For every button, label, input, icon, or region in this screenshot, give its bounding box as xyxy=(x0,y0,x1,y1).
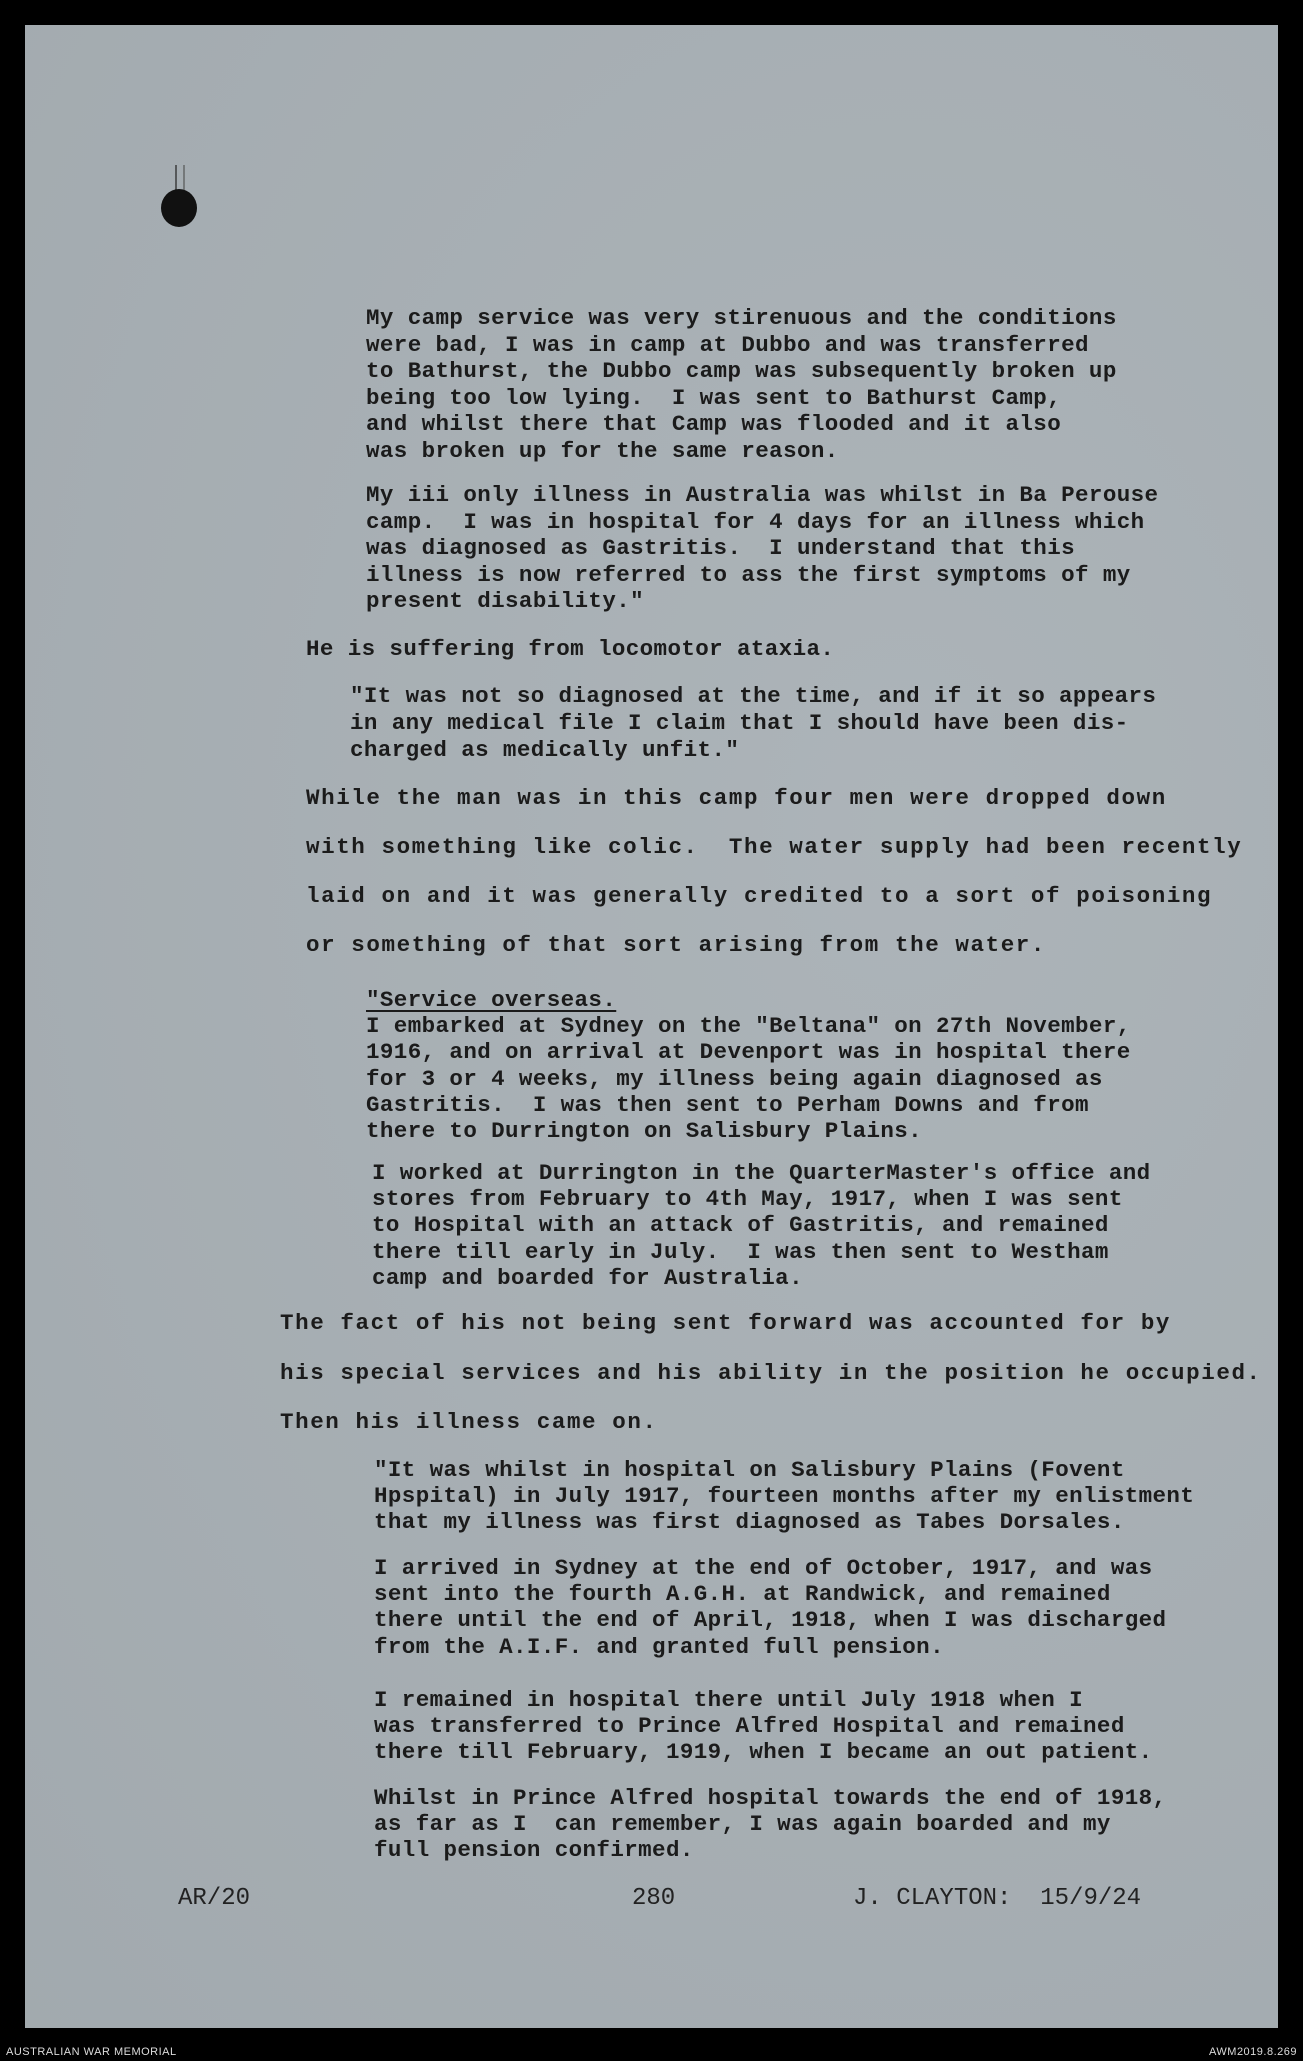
text-line: "It was whilst in hospital on Salisbury Plains (Fovent xyxy=(374,1457,1125,1483)
text-line: My iii only illness in Australia was whilst in Ba Perouse xyxy=(366,482,1159,508)
text-line: camp and boarded for Australia. xyxy=(372,1264,803,1291)
text-line: there till February, 1919, when I became an out patient. xyxy=(374,1739,1153,1766)
text-line: While the man was in this camp four men were dropped down xyxy=(306,785,1167,811)
text-line: and whilst there that Camp was flooded and it also xyxy=(366,411,1062,438)
text-line: his special services and his ability in the position he occupied. xyxy=(280,1359,1262,1386)
text-line: Hpspital) in July 1917, fourteen months after my enlistment xyxy=(374,1483,1195,1510)
signature-date: J. CLAYTON: 15/9/24 xyxy=(853,1885,1142,1912)
text-line: was broken up for the same reason. xyxy=(366,438,839,464)
text-line: to Hospital with an attack of Gastritis, and remained xyxy=(372,1212,1109,1239)
text-line: camp. I was in hospital for 4 days for an illness which xyxy=(366,508,1145,535)
text-line: illness is now referred to ass the first symptoms of my xyxy=(366,561,1131,588)
text-line: "It was not so diagnosed at the time, and if it so appears xyxy=(350,683,1157,709)
text-line: was diagnosed as Gastritis. I understand that this xyxy=(366,535,1076,561)
text-line: I remained in hospital there until July 1918 when I xyxy=(374,1687,1084,1713)
text-line: Gastritis. I was then sent to Perham Downs and from xyxy=(366,1091,1089,1118)
text-line: full pension confirmed. xyxy=(374,1837,694,1864)
text-line: there till early in July. I was then sent to Westham xyxy=(372,1238,1109,1265)
text-line: were bad, I was in camp at Dubbo and was transferred xyxy=(366,331,1089,358)
text-line: "Service overseas. xyxy=(366,987,617,1013)
text-line: I arrived in Sydney at the end of October, 1917, and was xyxy=(374,1555,1153,1581)
text-line: stores from February to 4th May, 1917, when I was sent xyxy=(372,1186,1123,1213)
text-line: in any medical file I claim that I should have been dis- xyxy=(350,710,1129,736)
text-line: with something like colic. The water supply had been recently xyxy=(306,834,1243,860)
text-line: My camp service was very stirenuous and the conditions xyxy=(366,305,1117,331)
text-line: as far as I can remember, I was again boarded and my xyxy=(374,1811,1111,1838)
form-code: AR/20 xyxy=(178,1885,251,1912)
text-line: was transferred to Prince Alfred Hospital and remained xyxy=(374,1713,1125,1740)
archive-credit: AUSTRALIAN WAR MEMORIAL xyxy=(6,2046,177,2058)
page-number: 280 xyxy=(632,1885,676,1912)
text-line: present disability." xyxy=(366,588,645,614)
text-line: to Bathurst, the Dubbo camp was subsequently broken up xyxy=(366,358,1117,385)
text-line: sent into the fourth A.G.H. at Randwick, and remained xyxy=(374,1581,1111,1608)
text-line: I worked at Durrington in the QuarterMaster's office and xyxy=(372,1160,1151,1186)
archive-id: AWM2019.8.269 xyxy=(1208,2046,1297,2058)
text-line: laid on and it was generally credited to a sort of poisoning xyxy=(306,883,1213,909)
text-line: there to Durrington on Salisbury Plains. xyxy=(366,1118,923,1144)
text-line: I embarked at Sydney on the "Beltana" on 27th November, xyxy=(366,1013,1131,1040)
text-line: Then his illness came on. xyxy=(280,1409,658,1435)
text-line: The fact of his not being sent forward was accounted for by xyxy=(280,1310,1172,1336)
text-line: being too low lying. I was sent to Bathurst Camp, xyxy=(366,384,1062,411)
text-line: charged as medically unfit." xyxy=(350,737,740,763)
text-line: or something of that sort arising from the water. xyxy=(306,932,1047,958)
text-line: there until the end of April, 1918, when I was discharged xyxy=(374,1607,1167,1634)
text-line: that my illness was first diagnosed as Tabes Dorsales. xyxy=(374,1509,1125,1536)
punch-hole xyxy=(161,189,197,227)
text-line: from the A.I.F. and granted full pension. xyxy=(374,1633,944,1660)
text-line: He is suffering from locomotor ataxia. xyxy=(306,636,835,662)
punch-hole-tear xyxy=(175,165,185,191)
text-line: for 3 or 4 weeks, my illness being again diagnosed as xyxy=(366,1065,1103,1092)
text-line: Whilst in Prince Alfred hospital towards the end of 1918, xyxy=(374,1785,1167,1811)
text-line: 1916, and on arrival at Devenport was in hospital there xyxy=(366,1039,1131,1066)
